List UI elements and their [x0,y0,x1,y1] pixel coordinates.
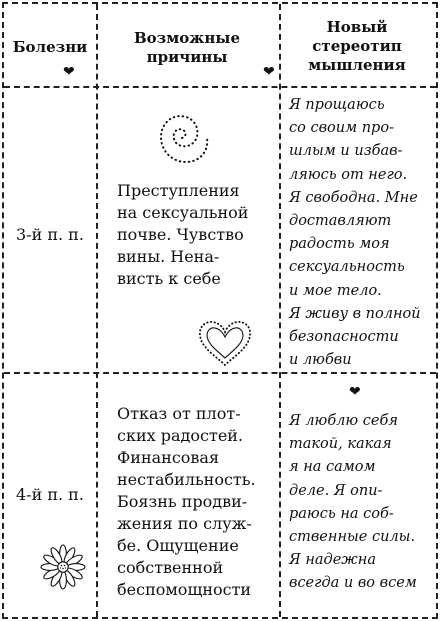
row-divider [4,86,436,88]
disease-name: 4-й п. п. [16,485,84,504]
header-causes: Возможные причины [134,29,240,66]
column-divider [279,4,281,617]
spiral-icon [146,104,216,172]
causes-text: Преступления на сексуальной почве. Чувство вины. Нена- висть к себе [117,181,249,288]
heart-icon: ❤ [63,64,75,80]
causes-text: Отказ от плот- ских радостей. Финансовая нестабильность. Боязнь продви- жения по служ- бе. Ощущение собственной беспомощности [117,404,256,599]
header-diseases: Болезни [12,38,88,56]
dotted-heart-icon [195,318,255,370]
new-thought-pattern: Я прощаюсь со своим про- шлым и избав- ляюсь от него. Я свободна. Мне доставляют радость моя сексуальность и мое тело. Я живу в полной безопасности и любви [289,97,421,369]
daisy-icon [40,544,86,590]
column-divider [96,4,98,617]
new-thought-pattern: Я люблю себя такой, какая я на самом деле. Я опи- раюсь на соб- ственные силы. Я надежна всегда и во всем [289,413,417,592]
heart-icon: ❤ [349,384,361,400]
header-pattern: Новый стереотип мышления [308,18,406,74]
heart-icon: ❤ [263,64,275,80]
disease-name: 3-й п. п. [16,225,84,244]
